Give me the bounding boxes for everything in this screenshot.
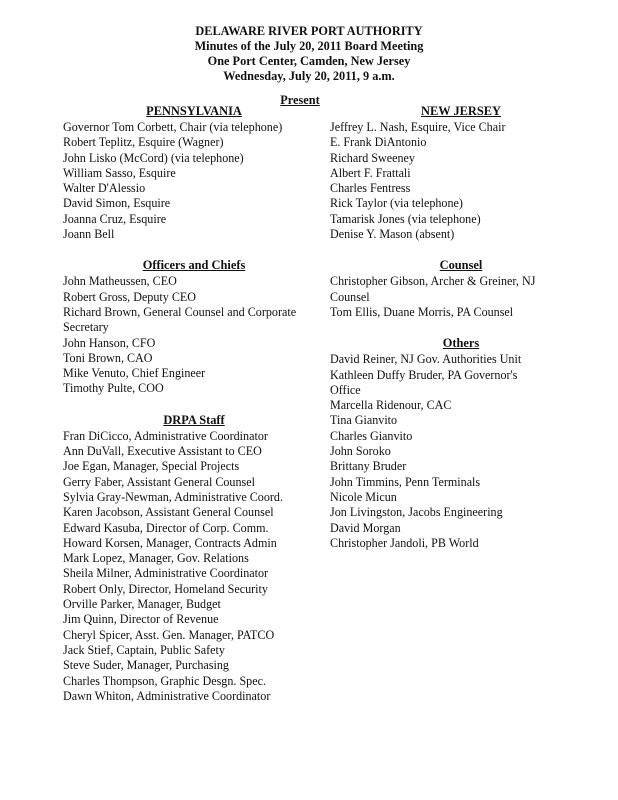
- attendee-entry: Timothy Pulte, COO: [63, 381, 164, 396]
- attendee-entry: John Soroko: [330, 444, 391, 459]
- pennsylvania-heading: PENNSYLVANIA: [146, 104, 242, 118]
- meeting-location: One Port Center, Camden, New Jersey: [207, 54, 411, 68]
- attendee-entry: Kathleen Duffy Bruder, PA Governor's Office: [330, 367, 518, 397]
- attendee-entry: John Matheussen, CEO: [63, 274, 177, 289]
- attendee-entry: Ann DuVall, Executive Assistant to CEO: [63, 444, 262, 459]
- attendee-entry: Tamarisk Jones (via telephone): [330, 211, 481, 226]
- attendee-entry: Howard Korsen, Manager, Contracts Admin: [63, 535, 277, 550]
- others-heading: Others: [442, 336, 480, 351]
- attendee-entry: Joanna Cruz, Esquire: [63, 211, 167, 226]
- attendee-entry: Joe Egan, Manager, Special Projects: [63, 459, 240, 474]
- attendee-entry: Robert Teplitz, Esquire (Wagner): [63, 135, 224, 150]
- counsel-list: [330, 274, 592, 320]
- attendee-entry: Mike Venuto, Chief Engineer: [63, 366, 206, 381]
- attendee-entry: John Lisko (McCord) (via telephone): [63, 150, 244, 165]
- attendee-entry: Fran DiCicco, Administrative Coordinator: [63, 428, 268, 443]
- attendee-entry: Sheila Milner, Administrative Coordinator: [63, 566, 269, 581]
- attendee-entry: John Hanson, CFO: [63, 335, 156, 350]
- attendee-entry: Robert Only, Director, Homeland Security: [63, 581, 268, 596]
- attendee-entry: Steve Suder, Manager, Purchasing: [63, 658, 229, 673]
- pennsylvania-list: [63, 120, 325, 242]
- attendee-entry: Brittany Bruder: [330, 459, 407, 474]
- attendee-entry: William Sasso, Esquire: [63, 165, 176, 180]
- others-list: [330, 352, 592, 551]
- attendee-entry: Richard Brown, General Counsel and Corporate Secretary: [63, 304, 297, 335]
- attendee-entry: Walter D'Alessio: [63, 181, 146, 196]
- meeting-title: Minutes of the July 20, 2011 Board Meeting: [194, 39, 424, 53]
- present-heading: Present: [280, 93, 320, 107]
- attendee-entry: Christopher Jandoli, PB World: [330, 535, 479, 550]
- meeting-date: Wednesday, July 20, 2011, 9 a.m.: [223, 69, 395, 83]
- officers-list: [63, 274, 325, 396]
- attendee-entry: David Simon, Esquire: [63, 196, 171, 211]
- attendee-entry: Orville Parker, Manager, Budget: [63, 597, 221, 612]
- attendee-entry: John Timmins, Penn Terminals: [330, 474, 481, 489]
- attendee-entry: Cheryl Spicer, Asst. Gen. Manager, PATCO: [63, 627, 275, 642]
- attendee-entry: Toni Brown, CAO: [63, 350, 153, 365]
- attendee-entry: Karen Jacobson, Assistant General Counsel: [63, 505, 274, 520]
- attendee-entry: Richard Sweeney: [330, 150, 415, 165]
- staff-heading: DRPA Staff: [163, 412, 225, 427]
- attendee-entry: Charles Thompson, Graphic Desgn. Spec.: [63, 673, 266, 688]
- document-header: [0, 24, 618, 84]
- attendee-entry: Jim Quinn, Director of Revenue: [63, 612, 219, 627]
- attendee-entry: E. Frank DiAntonio: [330, 135, 427, 150]
- attendee-entry: Charles Gianvito: [330, 428, 413, 443]
- attendee-entry: Jon Livingston, Jacobs Engineering: [330, 505, 503, 520]
- attendee-entry: Denise Y. Mason (absent): [330, 227, 455, 242]
- attendee-entry: Joann Bell: [63, 227, 115, 242]
- new-jersey-heading: NEW JERSEY: [421, 104, 501, 118]
- attendee-entry: Governor Tom Corbett, Chair (via telephone): [63, 120, 283, 134]
- attendee-entry: Edward Kasuba, Director of Corp. Comm.: [63, 520, 269, 535]
- counsel-heading: Counsel: [439, 258, 483, 273]
- attendee-entry: Mark Lopez, Manager, Gov. Relations: [63, 551, 249, 566]
- org-title: DELAWARE RIVER PORT AUTHORITY: [195, 24, 423, 38]
- attendee-entry: Marcella Ridenour, CAC: [330, 398, 452, 413]
- left-column: [63, 104, 325, 704]
- right-column: [330, 104, 592, 551]
- attendee-entry: Dawn Whiton, Administrative Coordinator: [63, 688, 271, 703]
- attendee-entry: Christopher Gibson, Archer & Greiner, NJ Counsel: [330, 274, 536, 304]
- attendee-entry: Robert Gross, Deputy CEO: [63, 289, 197, 304]
- attendee-entry: Charles Fentress: [330, 181, 411, 196]
- attendee-entry: Jack Stief, Captain, Public Safety: [63, 642, 225, 657]
- attendee-entry: Albert F. Frattali: [330, 165, 411, 180]
- attendee-entry: Tina Gianvito: [330, 413, 398, 428]
- attendee-entry: Sylvia Gray-Newman, Administrative Coord.: [63, 489, 284, 504]
- new-jersey-list: [330, 120, 592, 242]
- attendee-entry: David Morgan: [330, 520, 401, 535]
- staff-list: [63, 429, 325, 704]
- officers-heading: Officers and Chiefs: [142, 258, 246, 273]
- attendee-entry: Jeffrey L. Nash, Esquire, Vice Chair: [330, 120, 506, 134]
- attendee-entry: Nicole Micun: [330, 489, 397, 504]
- attendee-entry: David Reiner, NJ Gov. Authorities Unit: [330, 352, 522, 367]
- attendee-entry: Gerry Faber, Assistant General Counsel: [63, 474, 255, 489]
- attendee-entry: Tom Ellis, Duane Morris, PA Counsel: [330, 304, 514, 319]
- attendee-entry: Rick Taylor (via telephone): [330, 196, 463, 211]
